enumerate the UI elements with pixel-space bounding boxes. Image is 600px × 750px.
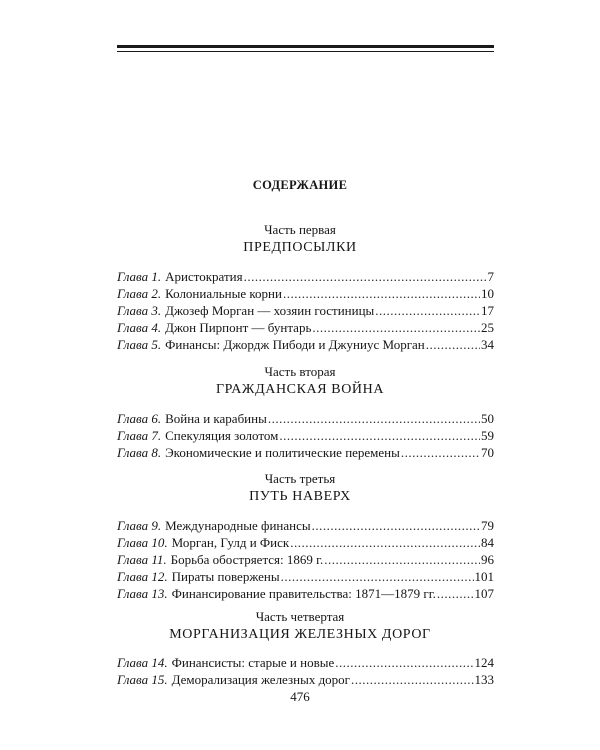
- chapter-title: Пираты повержены: [171, 569, 280, 584]
- page-number: 476: [290, 689, 310, 704]
- page-ref: 7: [487, 269, 494, 284]
- dot-leader: [437, 585, 474, 602]
- toc-entry[interactable]: [117, 285, 494, 302]
- part-3-title: ПУТЬ НАВЕРХ: [249, 489, 351, 504]
- chapter-number: Глава 14.: [117, 655, 168, 670]
- part-1-label: Часть первая: [264, 222, 336, 237]
- page-ref: 10: [481, 286, 494, 301]
- page-ref: 124: [474, 655, 494, 670]
- chapter-number: Глава 7.: [117, 428, 162, 443]
- page-ref: 50: [481, 411, 494, 426]
- dot-leader: [375, 302, 480, 319]
- toc-entry[interactable]: [117, 427, 494, 444]
- part-4-title: МОРГАНИЗАЦИЯ ЖЕЛЕЗНЫХ ДОРОГ: [169, 627, 431, 642]
- page-ref: 17: [481, 303, 494, 318]
- chapter-title: Война и карабины: [165, 411, 267, 426]
- page-ref: 107: [474, 586, 494, 601]
- chapter-number: Глава 11.: [117, 552, 167, 567]
- toc-entry[interactable]: [117, 268, 494, 285]
- chapter-title: Финансы: Джордж Пибоди и Джуниус Морган: [165, 337, 425, 352]
- header-rule-thick: [117, 45, 494, 48]
- dot-leader: [290, 534, 480, 551]
- toc-entry[interactable]: [117, 671, 494, 688]
- chapter-title: Финансисты: старые и новые: [171, 655, 335, 670]
- dot-leader: [312, 517, 480, 534]
- part-1-title: ПРЕДПОСЫЛКИ: [243, 240, 357, 255]
- page-ref: 84: [481, 535, 494, 550]
- chapter-number: Глава 12.: [117, 569, 168, 584]
- toc-entry[interactable]: [117, 319, 494, 336]
- part-2-label: Часть вторая: [264, 364, 336, 379]
- toc-entry[interactable]: [117, 336, 494, 353]
- chapter-number: Глава 6.: [117, 411, 162, 426]
- chapter-number: Глава 10.: [117, 535, 168, 550]
- part-3-label: Часть третья: [264, 471, 336, 486]
- chapter-title: Экономические и политические перемены: [165, 445, 400, 460]
- page-ref: 101: [474, 569, 494, 584]
- toc-entry[interactable]: [117, 517, 494, 534]
- page-ref: 133: [474, 672, 494, 687]
- page-ref: 25: [481, 320, 494, 335]
- toc-entry[interactable]: [117, 534, 494, 551]
- toc-entry[interactable]: [117, 585, 494, 602]
- dot-leader: [268, 410, 480, 427]
- dot-leader: [283, 285, 480, 302]
- dot-leader: [335, 654, 473, 671]
- chapter-number: Глава 15.: [117, 672, 168, 687]
- chapter-title: Международные финансы: [165, 518, 311, 533]
- toc-title: СОДЕРЖАНИЕ: [252, 178, 348, 192]
- chapter-title: Колониальные корни: [165, 286, 282, 301]
- dot-leader: [244, 268, 487, 285]
- chapter-title: Спекуляция золотом: [165, 428, 279, 443]
- chapter-title: Аристократия: [165, 269, 243, 284]
- chapter-number: Глава 13.: [117, 586, 168, 601]
- chapter-number: Глава 5.: [117, 337, 162, 352]
- header-rule-thin: [117, 51, 494, 52]
- page-ref: 70: [481, 445, 494, 460]
- dot-leader: [401, 444, 480, 461]
- chapter-title: Деморализация железных дорог: [171, 672, 351, 687]
- dot-leader: [279, 427, 480, 444]
- dot-leader: [426, 336, 480, 353]
- chapter-number: Глава 4.: [117, 320, 162, 335]
- part-2-title: ГРАЖДАНСКАЯ ВОЙНА: [215, 382, 385, 397]
- dot-leader: [312, 319, 480, 336]
- toc-entry[interactable]: [117, 410, 494, 427]
- chapter-number: Глава 2.: [117, 286, 162, 301]
- toc-entry[interactable]: [117, 654, 494, 671]
- page-ref: 96: [481, 552, 494, 567]
- chapter-title: Джозеф Морган — хозяин гостиницы: [165, 303, 375, 318]
- chapter-number: Глава 8.: [117, 445, 162, 460]
- part-4-label: Часть четвертая: [255, 609, 345, 624]
- chapter-number: Глава 9.: [117, 518, 162, 533]
- chapter-title: Финансирование правительства: 1871—1879 гг.: [171, 586, 436, 601]
- toc-entry[interactable]: [117, 568, 494, 585]
- page-ref: 79: [481, 518, 494, 533]
- chapter-title: Морган, Гулд и Фиск: [171, 535, 290, 550]
- page-ref: 34: [481, 337, 494, 352]
- chapter-title: Борьба обостряется: 1869 г.: [170, 552, 324, 567]
- toc-entry[interactable]: [117, 444, 494, 461]
- chapter-title: Джон Пирпонт — бунтарь: [165, 320, 312, 335]
- chapter-number: Глава 1.: [117, 269, 162, 284]
- dot-leader: [351, 671, 473, 688]
- dot-leader: [324, 551, 480, 568]
- toc-entry[interactable]: [117, 551, 494, 568]
- dot-leader: [281, 568, 474, 585]
- chapter-number: Глава 3.: [117, 303, 162, 318]
- page-ref: 59: [481, 428, 494, 443]
- toc-entry[interactable]: [117, 302, 494, 319]
